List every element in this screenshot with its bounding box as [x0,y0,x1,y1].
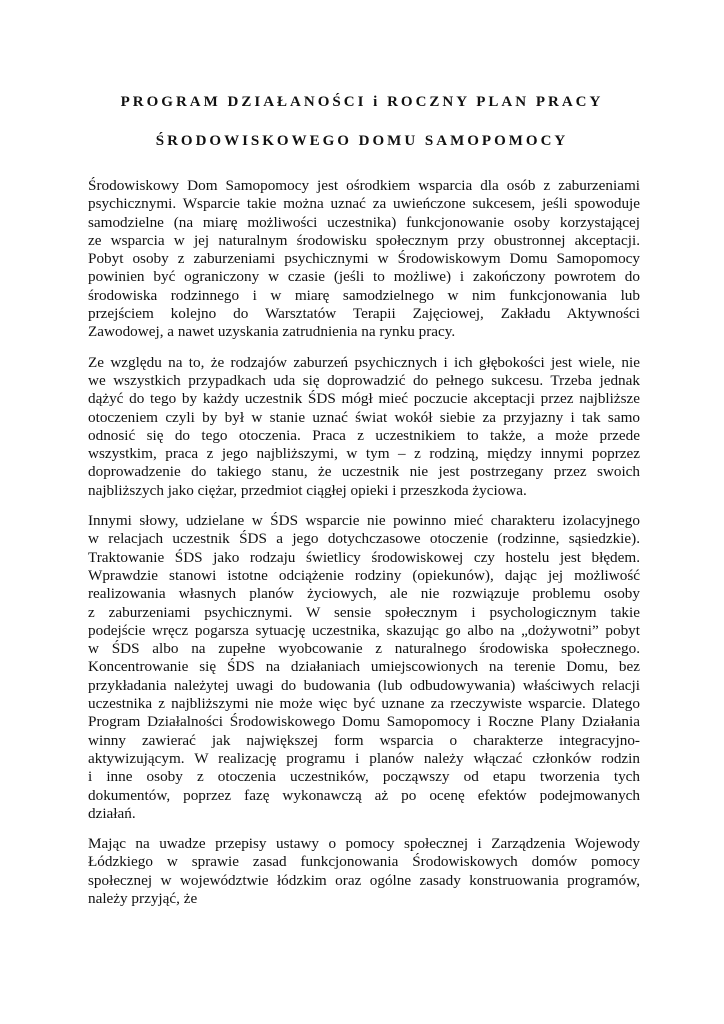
text-line: działań. [88,804,136,822]
text-line: należy przyjąć, że [88,889,198,907]
text-line: we wszystkich przypadkach uda się doprowadzić do pełnego sukcesu. Trzeba jednak [88,371,640,389]
text-line: Pobyt osoby z zaburzeniami psychicznymi w Środowiskowym Domu Samopomocy [88,250,640,268]
text-line: uczestnika z najbliższymi nie może więc być uznane za rzeczywiste wsparcie. Dlatego [88,695,640,713]
text-line: realizowania własnych planów życiowych, ale nie rozwiązuje problemu osoby [88,585,640,603]
paragraph-4 [88,835,640,908]
text-line: samodzielne (na miarę możliwości uczestnika) funkcjonowanie osoby korzystającej [88,213,640,231]
text-line: Łódzkiego w sprawie zasad funkcjonowania Środowiskowych domów pomocy [88,853,640,871]
paragraph-1 [88,177,640,342]
text-line: Koncentrowanie się ŚDS na działaniach umiejscowionych na terenie Domu, bez [88,658,640,676]
text-line: podejście wręcz pogarsza sytuację uczestnika, skazując go albo na „dożywotni” pobyt [88,621,640,639]
text-line: Mając na uwadze przepisy ustawy o pomocy społecznej i Zarządzenia Wojewody [88,835,640,853]
text-line: Wprawdzie stanowi istotne odciążenie rodziny (opiekunów), dając jej możliwość [88,566,640,584]
text-line: wszystkim, praca z jego najbliższymi, w tym – z rodziną, między innymi poprzez [88,445,640,463]
text-line: środowiska rodzinnego i w miarę samodzielnego w nim funkcjonowania lub [88,286,640,304]
text-line: i inne osoby z otoczenia uczestników, począwszy od etapu tworzenia tych [88,768,640,786]
text-line: Innymi słowy, udzielane w ŚDS wsparcie nie powinno mieć charakteru izolacyjnego [88,512,640,530]
text-line: odnosić się do tego otoczenia. Praca z uczestnikiem to także, a może przede [88,426,640,444]
text-line: społecznej w województwie łódzkim oraz ogólne zasady konstruowania programów, [88,871,640,889]
text-line: najbliższych jako ciężar, przedmiot ciągłej opieki i przeszkoda życiowa. [88,481,527,499]
text-line: aktywizującym. W realizację programu i planów należy włączać członków rodzin [88,749,640,767]
text-line: winny zawierać jak największej form wsparcia o charakterze integracyjno- [88,731,640,749]
text-line: przykładania należytej uwagi do budowania (lub odbudowywania) właściwych relacji [88,676,640,694]
paragraph-2 [88,354,640,500]
text-line: dokumentów, poprzez fazę wykonawczą aż po ocenę efektów podejmowanych [88,786,640,804]
text-line: doprowadzenie do takiego stanu, że uczestnik nie jest postrzegany przez swoich [88,463,640,481]
text-line: w relacjach uczestnik ŚDS a jego dotychczasowe otoczenie (rodzinne, sąsiedzkie). [88,530,640,548]
document-body [88,177,640,920]
document-title-line-2: ŚRODOWISKOWEGO DOMU SAMOPOMOCY [155,133,569,149]
text-line: Środowiskowy Dom Samopomocy jest ośrodkiem wsparcia dla osób z zaburzeniami [88,177,640,194]
text-line: przejściem kolejno do Warsztatów Terapii Zajęciowej, Zakładu Aktywności [88,305,640,323]
document-title-line-1: PROGRAM DZIAŁANOŚCI i ROCZNY PLAN PRACY [120,94,604,110]
text-line: w ŚDS albo na zupełne wyobcowanie z naturalnego środowiska społecznego. [88,640,640,658]
text-line: Program Działalności Środowiskowego Domu Samopomocy i Roczne Plany Działania [88,713,640,731]
paragraph-3 [88,512,640,823]
text-line: Traktowanie ŚDS jako rodzaju świetlicy środowiskowej czy hostelu jest błędem. [88,548,640,566]
text-line: psychicznymi. Wsparcie takie można uznać za uwieńczone sukcesem, jeśli spowoduje [88,195,640,213]
text-line: ze wsparcia w jej naturalnym środowisku społecznym przy obustronnej akceptacji. [88,231,640,249]
text-line: z zaburzeniami psychicznymi. W sensie społecznym i psychologicznym takie [88,603,640,621]
text-line: Ze względu na to, że rodzajów zaburzeń psychicznych i ich głębokości jest wiele, nie [88,353,640,371]
text-line: powinien być ograniczony w czasie (jeśli to możliwe) i zakończony powrotem do [88,268,640,286]
text-line: dążyć do tego by każdy uczestnik ŚDS mógł mieć poczucie akceptacji przez najbliższe [88,390,640,408]
text-line: Zawodowej, a nawet uzyskania zatrudnienia na rynku pracy. [88,323,456,341]
text-line: otoczeniem czyli by był w stanie uznać świat wokół siebie za przyjazny i tak samo [88,408,640,426]
